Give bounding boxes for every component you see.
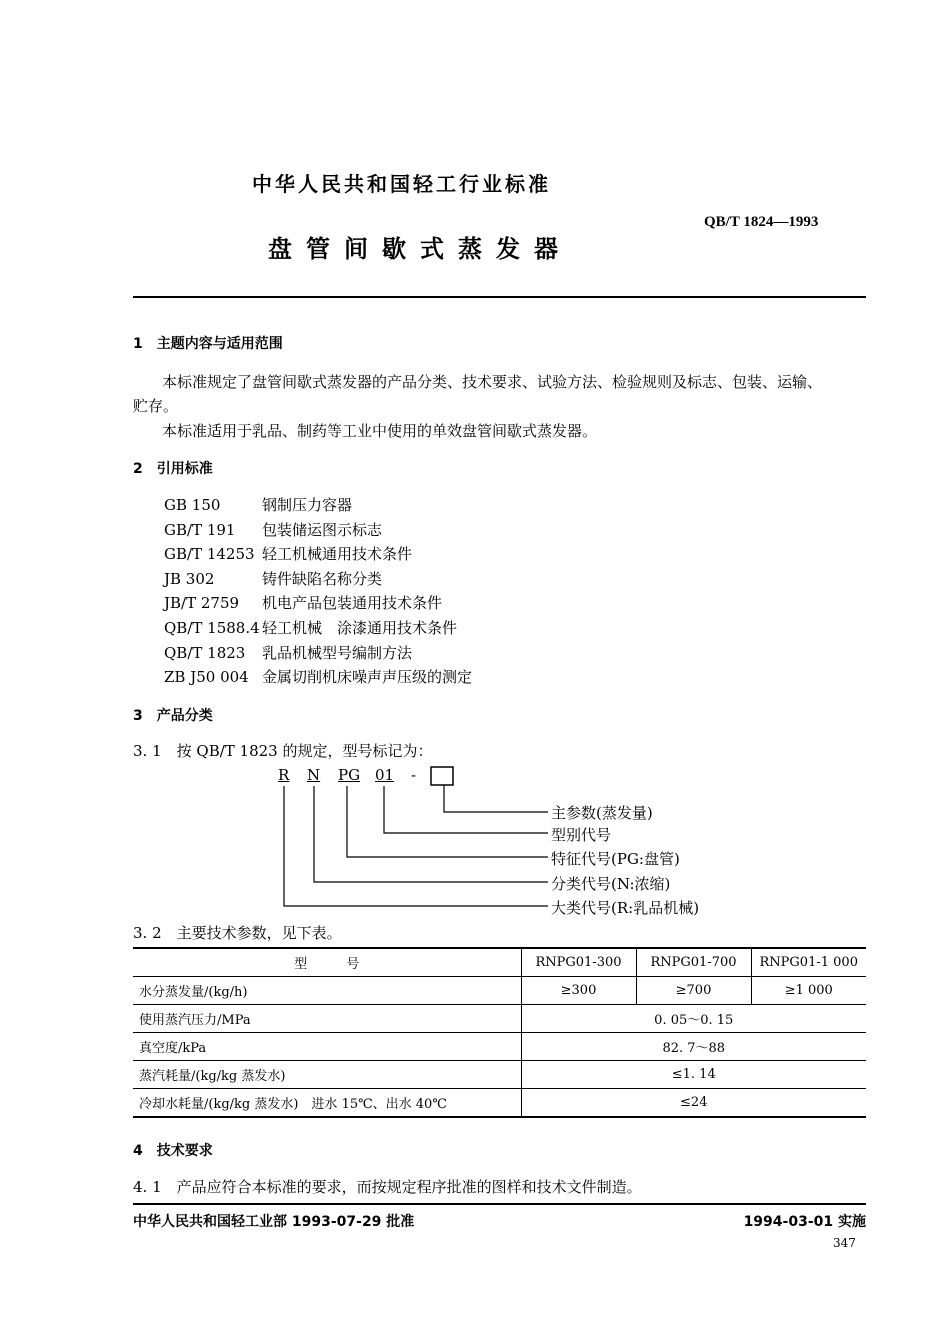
row-label: 冷却水耗量/(kg/kg 蒸发水) 进水 15℃、出水 40℃: [133, 1089, 521, 1118]
table-header-cell: RNPG01-300: [521, 948, 636, 977]
section-4-heading: 4 技术要求: [133, 1143, 213, 1159]
section-1-para-1: 本标准规定了盘管间歇式蒸发器的产品分类、技术要求、试验方法、检验规则及标志、包装、运输、: [162, 373, 823, 391]
reference-item: GB/T 191 包装储运图示标志: [164, 520, 383, 539]
model-code-r: R: [278, 766, 290, 784]
row-label: 蒸汽耗量/(kg/kg 蒸发水): [133, 1061, 521, 1089]
label-main-parameter: 主参数(蒸发量): [551, 804, 653, 822]
section-1-para-2: 本标准适用于乳品、制药等工业中使用的单效盘管间歇式蒸发器。: [162, 422, 598, 440]
section-3-heading: 3 产品分类: [133, 708, 213, 724]
model-code-number: 01: [375, 766, 395, 784]
reference-item: ZB J50 004 金属切削机床噪声声压级的测定: [164, 668, 473, 687]
table-cell: ≤24: [521, 1089, 866, 1118]
doc-title: 盘管间歇式蒸发器: [268, 235, 572, 263]
section-1-para-1-cont: 贮存。: [133, 397, 179, 415]
standard-number: QB/T 1824—1993: [704, 214, 819, 230]
table-row: [133, 1061, 866, 1089]
row-label: 使用蒸汽压力/MPa: [133, 1005, 521, 1033]
model-code-pg: PG: [338, 766, 361, 784]
table-header-cell: RNPG01-1 000: [751, 948, 866, 977]
label-type-code: 型别代号: [551, 826, 612, 844]
section-3-1-text: 3. 1 按 QB/T 1823 的规定，型号标记为：: [133, 742, 433, 760]
table-row: [133, 1089, 866, 1118]
leader-line-class: [284, 786, 548, 906]
table-row: [133, 1033, 866, 1061]
table-cell: ≥700: [636, 977, 751, 1005]
table-cell: ≤1. 14: [521, 1061, 866, 1089]
reference-item: GB 150 钢制压力容器: [164, 496, 353, 514]
table-header-cell: 型 号: [133, 948, 521, 977]
leader-line-category: [314, 786, 548, 882]
table-row: [133, 1005, 866, 1033]
reference-item: GB/T 14253 轻工机械通用技术条件: [164, 545, 413, 564]
table-cell: ≥300: [521, 977, 636, 1005]
section-1-heading: 1 主题内容与适用范围: [133, 336, 283, 352]
leader-line-main-param: [444, 785, 548, 812]
table-cell: 0. 05～0. 15: [521, 1005, 866, 1033]
reference-item: JB 302 铸件缺陷名称分类: [164, 569, 383, 588]
table-cell: ≥1 000: [751, 977, 866, 1005]
model-code-dash: -: [411, 766, 417, 784]
section-2-heading: 2 引用标准: [133, 461, 213, 477]
row-label: 真空度/kPa: [133, 1033, 521, 1061]
section-3-2-text: 3. 2 主要技术参数，见下表。: [133, 924, 342, 942]
footer-rule: [133, 1203, 866, 1205]
leader-line-type: [384, 786, 548, 833]
main-param-box: [431, 767, 453, 785]
table-header-cell: RNPG01-700: [636, 948, 751, 977]
effective-date: 1994-03-01 实施: [743, 1214, 866, 1230]
label-category-code: 分类代号(N:浓缩): [551, 875, 671, 893]
model-code-n: N: [307, 766, 321, 784]
org-title: 中华人民共和国轻工行业标准: [252, 172, 551, 196]
row-label: 水分蒸发量/(kg/h): [133, 977, 521, 1005]
reference-item: QB/T 1588.4 轻工机械 涂漆通用技术条件: [164, 618, 458, 637]
section-4-1-text: 4. 1 产品应符合本标准的要求，而按规定程序批准的图样和技术文件制造。: [133, 1178, 642, 1196]
approval-note: 中华人民共和国轻工业部 1993-07-29 批准: [133, 1214, 415, 1230]
table-cell: 82. 7～88: [521, 1033, 866, 1061]
table-row: [133, 977, 866, 1005]
reference-item: QB/T 1823 乳品机械型号编制方法: [164, 643, 413, 662]
leader-line-feature: [347, 786, 548, 857]
table-header-row: [133, 948, 866, 977]
reference-item: JB/T 2759 机电产品包装通用技术条件: [164, 594, 443, 613]
spec-table: [133, 947, 866, 1118]
label-class-code: 大类代号(R:乳品机械): [551, 899, 700, 917]
label-feature-code: 特征代号(PG:盘管): [551, 850, 680, 868]
page-number: 347: [833, 1236, 856, 1250]
